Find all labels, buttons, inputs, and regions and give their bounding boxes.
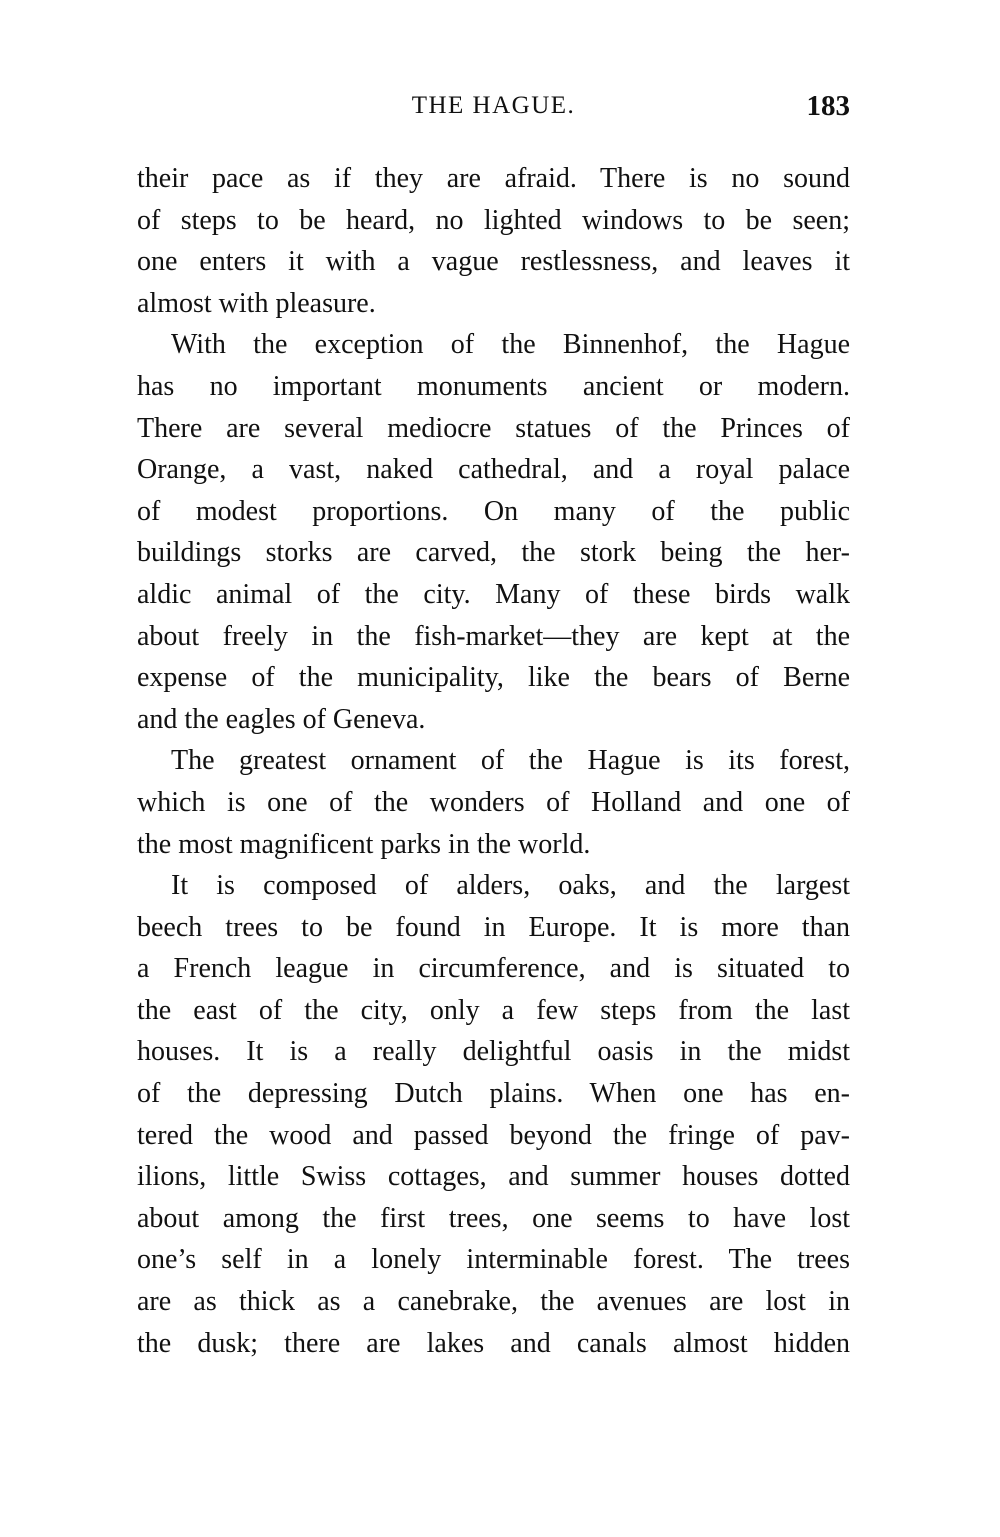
text-line: of steps to be heard, no lighted windows to be seen; [137, 204, 850, 236]
text-line: are as thick as a canebrake, the avenues are lost in [137, 1286, 850, 1318]
text-line: aldic animal of the city. Many of these birds walk [137, 578, 850, 610]
text-line: the east of the city, only a few steps from the last [137, 994, 850, 1026]
page-number: 183 [806, 90, 850, 122]
text-line: one enters it with a vague restlessness, and leaves it [137, 246, 850, 278]
text-line: tered the wood and passed beyond the fringe of pav- [137, 1119, 850, 1151]
running-head [137, 86, 850, 126]
text-line: of the depressing Dutch plains. When one has en- [137, 1078, 850, 1110]
text-line: It is composed of alders, oaks, and the largest [171, 870, 850, 902]
text-line: has no important monuments ancient or modern. [137, 370, 850, 402]
text-line: The greatest ornament of the Hague is its forest, [171, 745, 850, 777]
text-line: which is one of the wonders of Holland and one of [137, 786, 850, 818]
text-line: ilions, little Swiss cottages, and summer houses dotted [137, 1161, 850, 1193]
text-line: and the eagles of Geneva. [137, 703, 426, 735]
text-line: beech trees to be found in Europe. It is more than [137, 911, 850, 943]
text-line: about freely in the fish-market—they are kept at the [137, 620, 850, 652]
text-line: houses. It is a really delightful oasis in the midst [137, 1036, 850, 1068]
text-line: a French league in circumference, and is situated to [137, 953, 850, 985]
body-text [137, 158, 850, 1364]
text-line: about among the first trees, one seems to have lost [137, 1202, 850, 1234]
text-line: There are several mediocre statues of the Princes of [137, 412, 850, 444]
text-line: the most magnificent parks in the world. [137, 828, 591, 860]
text-line: almost with pleasure. [137, 287, 376, 319]
text-line: one’s self in a lonely interminable forest. The trees [137, 1244, 850, 1276]
text-line: expense of the municipality, like the bears of Berne [137, 662, 850, 694]
text-line: buildings storks are carved, the stork being the her- [137, 537, 850, 569]
text-line: Orange, a vast, naked cathedral, and a royal palace [137, 454, 850, 486]
text-line: of modest proportions. On many of the public [137, 495, 850, 527]
text-line: the dusk; there are lakes and canals almost hidden [137, 1327, 850, 1359]
text-line: With the exception of the Binnenhof, the Hague [171, 329, 850, 361]
running-title: THE HAGUE. [411, 92, 576, 119]
text-line: their pace as if they are afraid. There is no sound [137, 163, 850, 194]
